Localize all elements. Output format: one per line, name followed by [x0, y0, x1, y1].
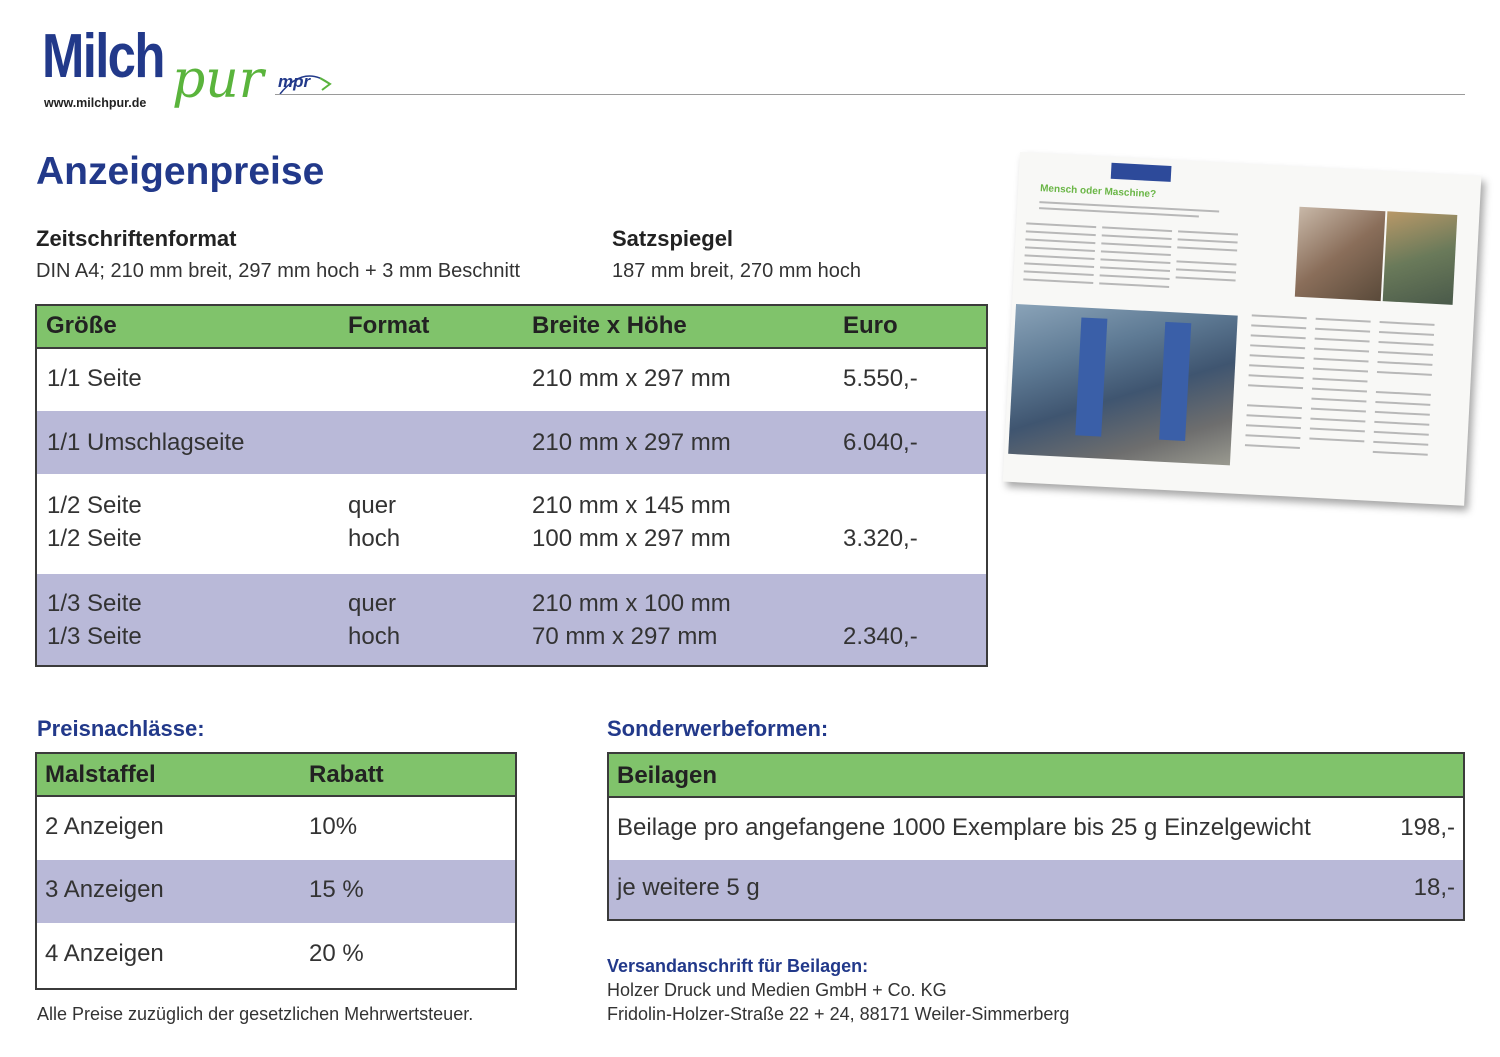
beilagen-table-header — [609, 754, 1463, 798]
magazine-preview-image — [1003, 152, 1482, 506]
discount-table-header — [37, 754, 515, 797]
row-dimensions: 210 mm x 145 mm — [532, 492, 731, 519]
header-malstaffel: Malstaffel — [45, 761, 156, 788]
beilage-label: Beilage pro angefangene 1000 Exemplare bis 25 g Einzelgewicht — [617, 814, 1311, 841]
row-format-2: hoch — [348, 623, 401, 650]
beilagen-table — [607, 752, 1465, 921]
shipping-line-1: Holzer Druck und Medien GmbH + Co. KG — [607, 980, 947, 1000]
shipping-heading: Versandanschrift für Beilagen: — [607, 956, 869, 976]
magazine-photo-cow — [1295, 207, 1386, 301]
row-format: quer — [348, 590, 397, 617]
row-dimensions: 210 mm x 297 mm — [532, 429, 731, 456]
row-dimensions: 210 mm x 297 mm — [532, 365, 731, 392]
discount-label: 4 Anzeigen — [45, 940, 164, 967]
shipping-line-2: Fridolin-Holzer-Straße 22 + 24, 88171 Weiler-Simmerberg — [607, 1004, 1070, 1024]
discount-value: 10% — [309, 813, 358, 840]
magazine-banner — [1111, 163, 1172, 182]
header-rabatt: Rabatt — [309, 761, 384, 788]
header-euro: Euro — [843, 312, 898, 339]
row-dimensions-2: 100 mm x 297 mm — [532, 525, 731, 552]
magazine-photo-milking-robot — [1008, 304, 1238, 465]
discount-label: 3 Anzeigen — [45, 876, 164, 903]
price-table — [35, 304, 988, 667]
table-row — [37, 797, 515, 860]
header-beilagen: Beilagen — [617, 762, 718, 789]
magazine-headline: Mensch oder Maschine? — [1039, 183, 1157, 201]
table-row — [37, 860, 515, 923]
mpr-text: mpr — [278, 72, 311, 91]
row-size: 1/2 Seite — [47, 492, 142, 519]
row-price: 2.340,- — [843, 623, 918, 650]
table-row — [37, 474, 986, 574]
row-price: 6.040,- — [843, 429, 918, 456]
discount-value: 20 % — [309, 940, 364, 967]
row-price: 5.550,- — [843, 365, 918, 392]
page-title: Anzeigenpreise — [36, 150, 325, 193]
vat-footnote: Alle Preise zuzüglich der gesetzlichen Mehrwertsteuer. — [37, 1004, 474, 1024]
price-table-header — [37, 306, 986, 349]
discount-value: 15 % — [309, 876, 364, 903]
magazine-photo-barn — [1383, 211, 1458, 305]
logo-url: www.milchpur.de — [44, 96, 147, 110]
table-row — [609, 860, 1463, 919]
format-heading: Zeitschriftenformat — [36, 226, 237, 251]
row-size: 1/1 Seite — [47, 365, 142, 392]
header-format: Format — [348, 312, 430, 339]
beilage-price: 198,- — [1400, 814, 1455, 841]
row-dimensions: 210 mm x 100 mm — [532, 590, 731, 617]
discounts-heading: Preisnachlässe: — [37, 716, 205, 741]
row-format-2: hoch — [348, 525, 401, 552]
satzspiegel-text: 187 mm breit, 270 mm hoch — [612, 260, 861, 282]
row-size: 1/3 Seite — [47, 590, 142, 617]
table-row — [37, 574, 986, 665]
header-rule — [275, 94, 1465, 95]
table-row — [609, 798, 1463, 860]
logo-pur-text: pur — [172, 50, 264, 110]
discount-table — [35, 752, 517, 990]
table-row — [37, 923, 515, 988]
row-price: 3.320,- — [843, 525, 918, 552]
beilage-price: 18,- — [1413, 874, 1455, 901]
table-row — [37, 411, 986, 474]
row-size: 1/1 Umschlagseite — [47, 429, 245, 456]
row-size-2: 1/3 Seite — [47, 623, 142, 650]
header-dimensions: Breite x Höhe — [532, 312, 687, 339]
row-format: quer — [348, 492, 397, 519]
logo-milch-text: Milch — [42, 22, 164, 91]
row-dimensions-2: 70 mm x 297 mm — [532, 623, 718, 650]
beilage-label: je weitere 5 g — [617, 874, 760, 901]
table-row — [37, 349, 986, 411]
satzspiegel-heading: Satzspiegel — [612, 226, 734, 251]
row-size-2: 1/2 Seite — [47, 525, 142, 552]
discount-label: 2 Anzeigen — [45, 813, 164, 840]
format-text: DIN A4; 210 mm breit, 297 mm hoch + 3 mm Beschnitt — [36, 260, 521, 282]
special-heading: Sonderwerbeformen: — [607, 716, 829, 741]
header-size: Größe — [46, 312, 117, 339]
